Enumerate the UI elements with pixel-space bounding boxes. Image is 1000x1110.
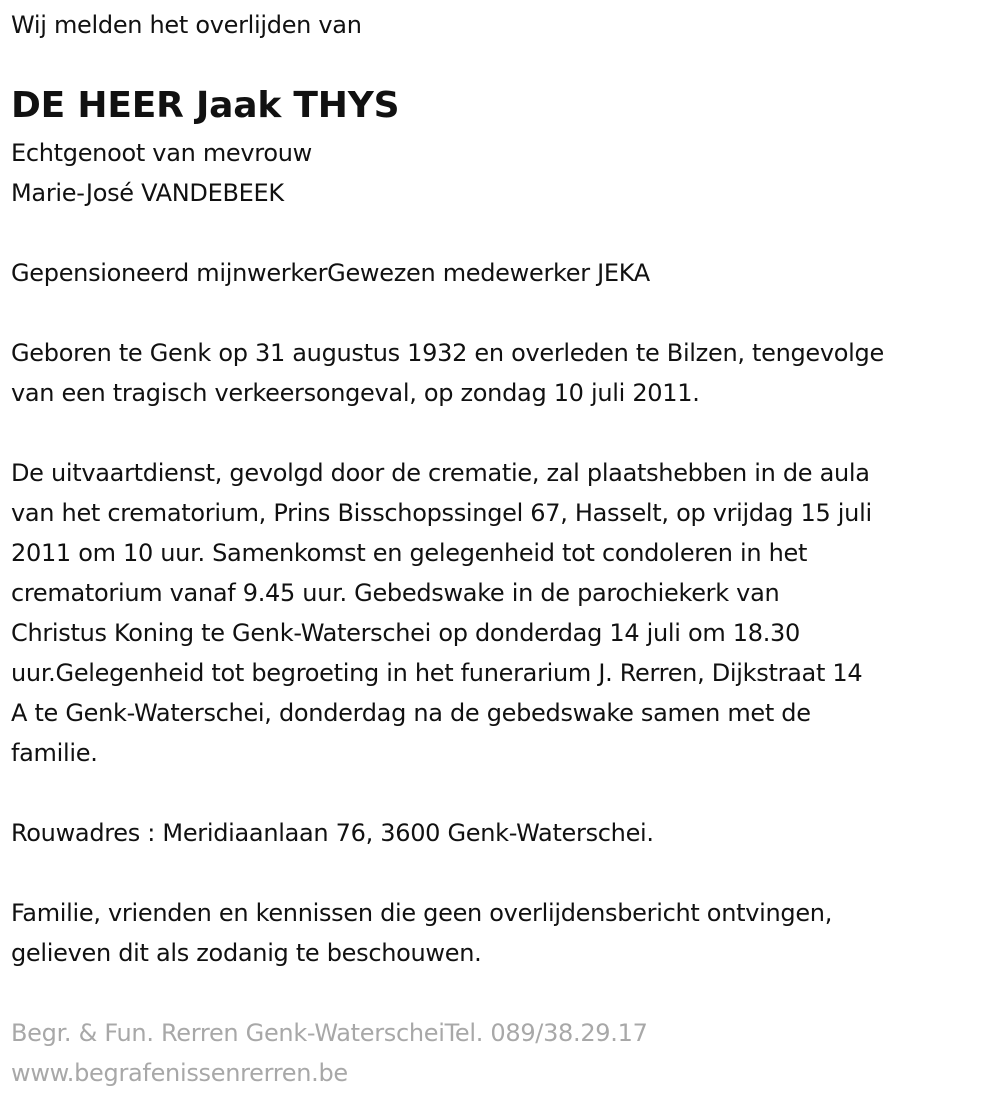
birth-death-paragraph bbox=[11, 333, 884, 413]
deceased-name bbox=[11, 84, 399, 128]
mourning-address bbox=[11, 813, 654, 853]
paragraph-line: crematorium vanaf 9.45 uur. Gebedswake in de parochiekerk van bbox=[11, 579, 780, 607]
footer bbox=[11, 1013, 648, 1093]
paragraph-line: Familie, vrienden en kennissen die geen overlijdensbericht ontvingen, bbox=[11, 899, 833, 927]
paragraph-line: De uitvaartdienst, gevolgd door de crematie, zal plaatshebben in de aula bbox=[11, 459, 870, 487]
paragraph-line: van een tragisch verkeersongeval, op zondag 10 juli 2011. bbox=[11, 379, 700, 407]
funeral-service-paragraph bbox=[11, 453, 872, 773]
spouse-line-1: Echtgenoot van mevrouw bbox=[11, 139, 312, 167]
paragraph-line: van het crematorium, Prins Bisschopssingel 67, Hasselt, op vrijdag 15 juli bbox=[11, 499, 872, 527]
paragraph-line: uur.Gelegenheid tot begroeting in het funerarium J. Rerren, Dijkstraat 14 bbox=[11, 659, 863, 687]
spouse-block bbox=[11, 133, 312, 213]
spouse-line-2: Marie-José VANDEBEEK bbox=[11, 179, 284, 207]
family-notice-paragraph bbox=[11, 893, 832, 973]
paragraph-line: gelieven dit als zodanig te beschouwen. bbox=[11, 939, 482, 967]
paragraph-line: familie. bbox=[11, 739, 98, 767]
funeral-home-contact: Begr. & Fun. Rerren Genk-WaterscheiTel. 089/38.29.17 bbox=[11, 1019, 648, 1047]
deceased-name-text: DE HEER Jaak THYS bbox=[11, 85, 400, 126]
website-link[interactable]: www.begrafenissenrerren.be bbox=[11, 1059, 348, 1087]
occupation bbox=[11, 253, 650, 293]
occupation-line: Gepensioneerd mijnwerkerGewezen medewerker JEKA bbox=[11, 259, 650, 287]
paragraph-line: Geboren te Genk op 31 augustus 1932 en overleden te Bilzen, tengevolge bbox=[11, 339, 884, 367]
address-line: Rouwadres : Meridiaanlaan 76, 3600 Genk-Waterschei. bbox=[11, 819, 654, 847]
paragraph-line: 2011 om 10 uur. Samenkomst en gelegenheid tot condoleren in het bbox=[11, 539, 808, 567]
paragraph-line: A te Genk-Waterschei, donderdag na de gebedswake samen met de bbox=[11, 699, 811, 727]
paragraph-line: Christus Koning te Genk-Waterschei op donderdag 14 juli om 18.30 bbox=[11, 619, 800, 647]
intro-line: Wij melden het overlijden van bbox=[11, 11, 362, 39]
intro-text bbox=[11, 5, 362, 45]
